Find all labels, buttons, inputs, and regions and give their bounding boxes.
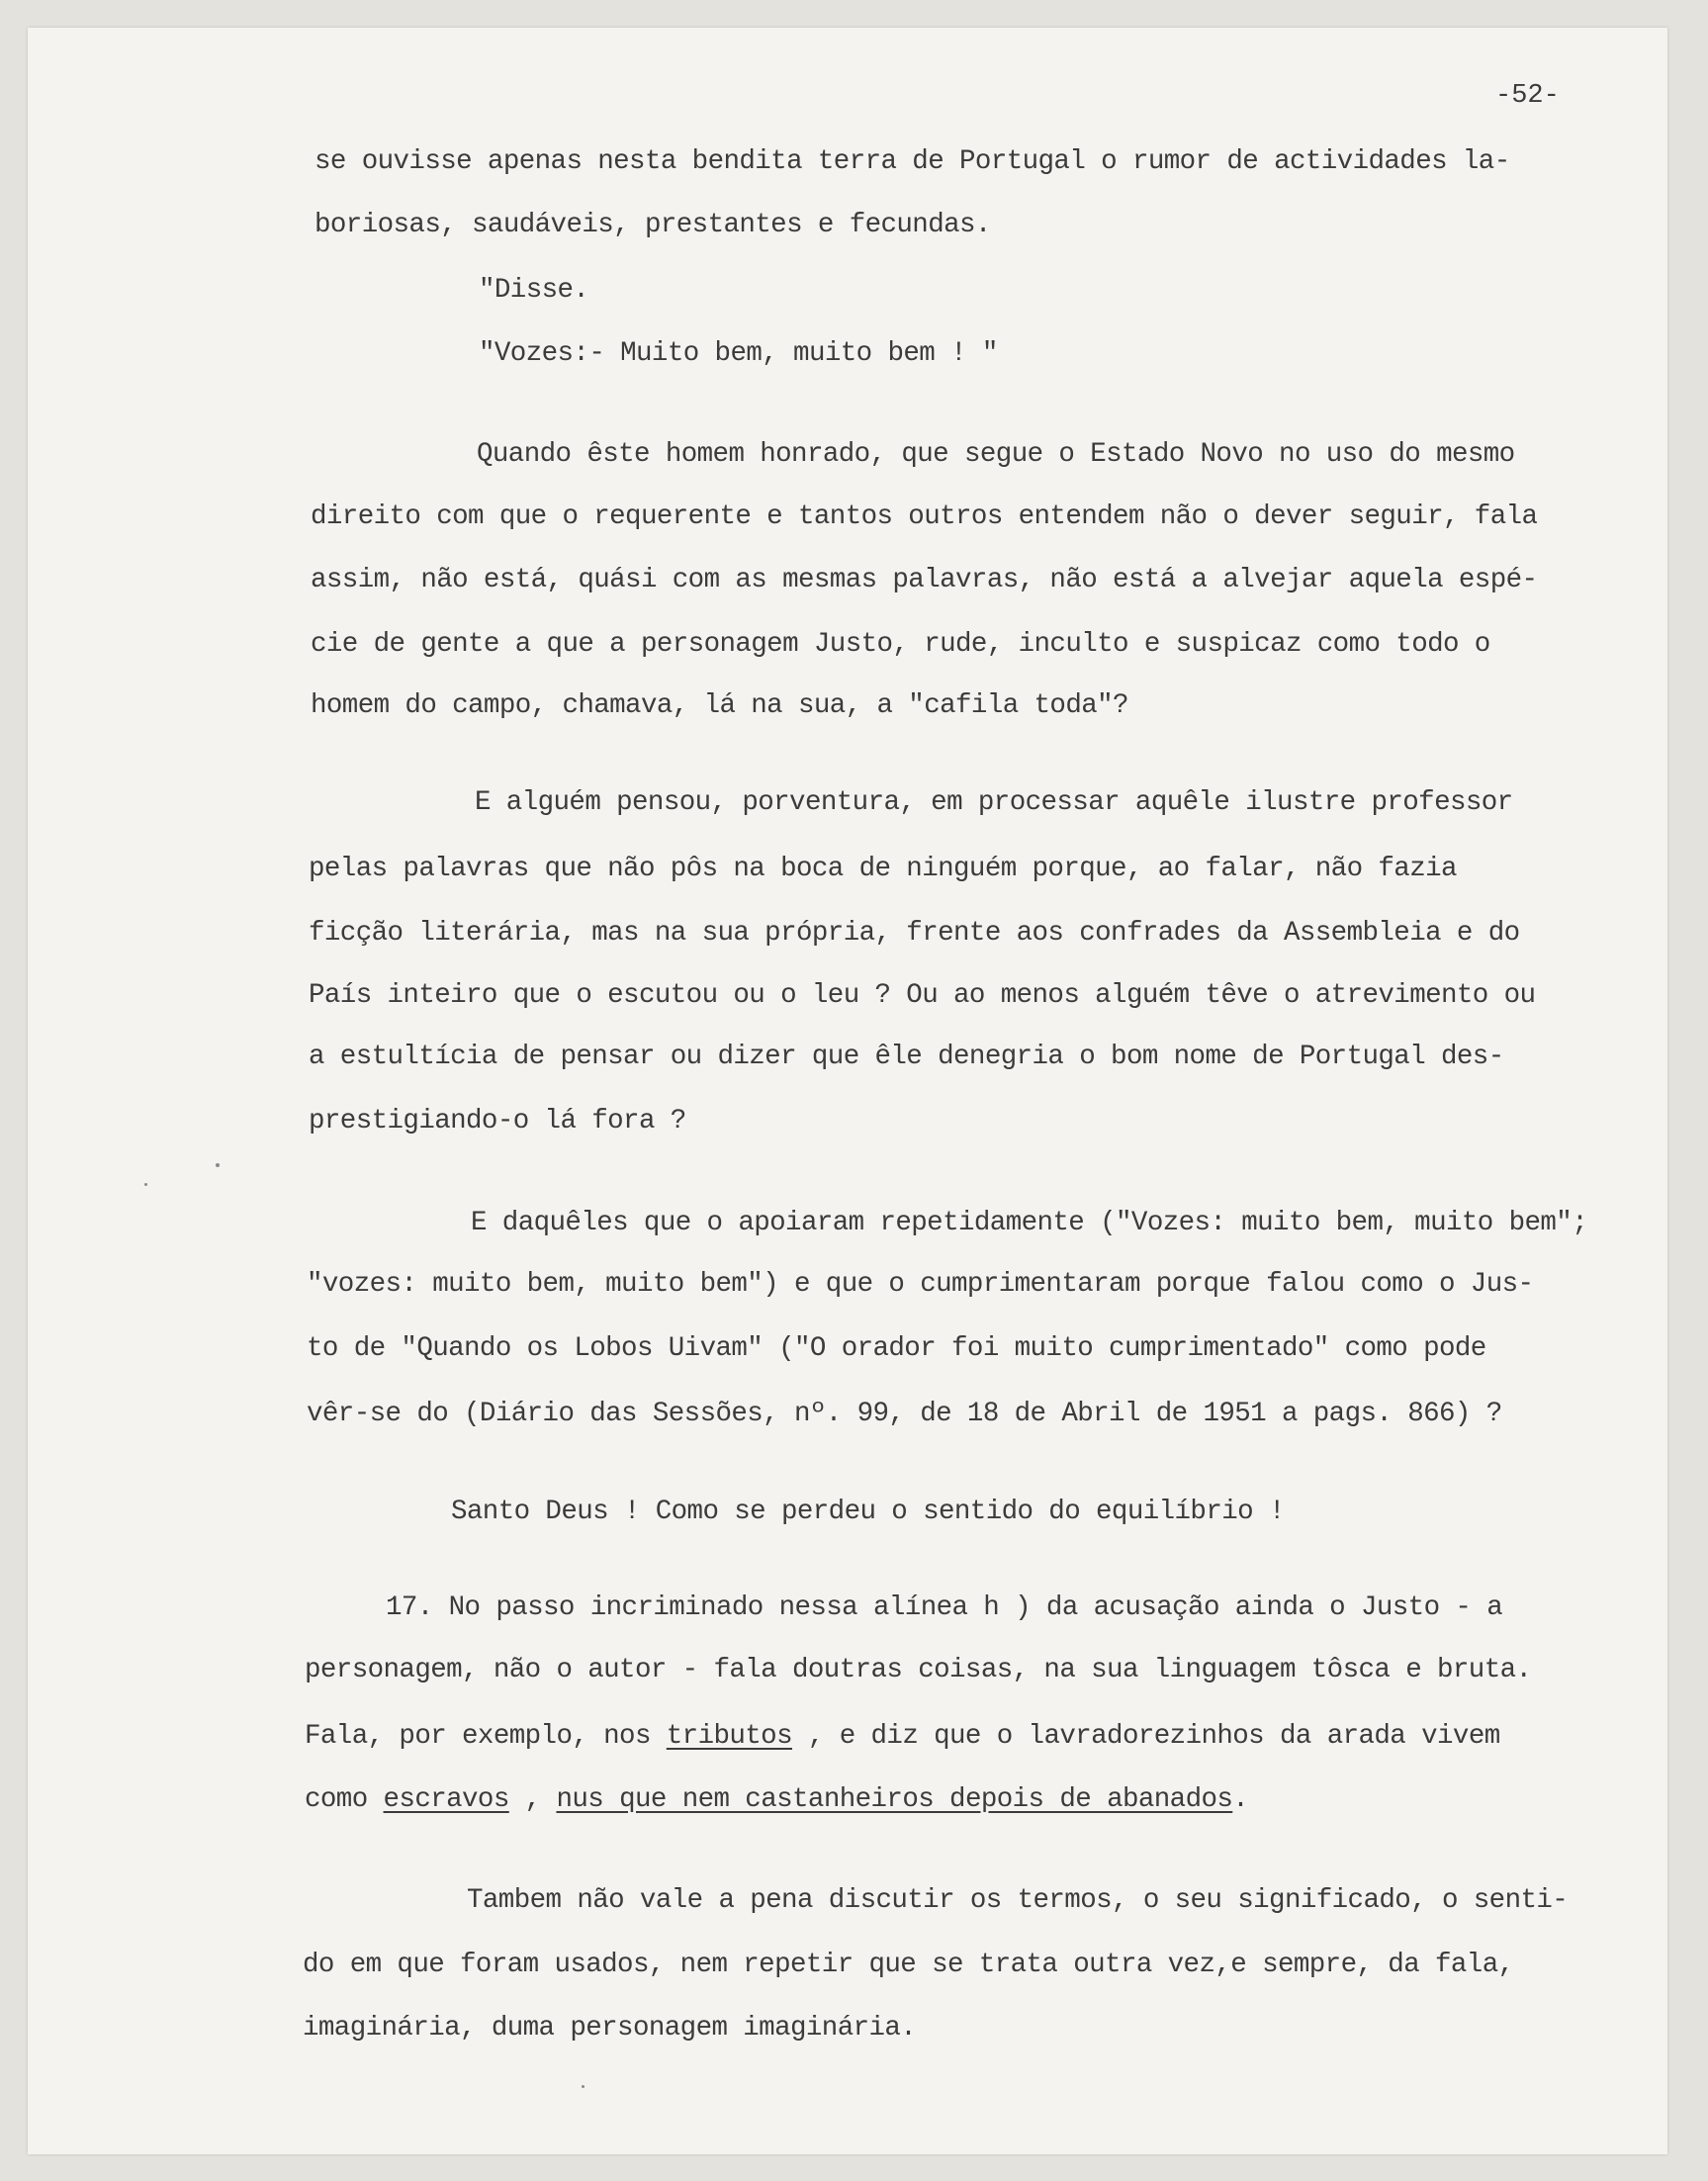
text-line: to de "Quando os Lobos Uivam" ("O orador foi muito cumprimentado" como pode	[307, 1333, 1486, 1364]
text-run: Fala, por exemplo, nos	[305, 1721, 667, 1752]
paper-speck	[144, 1183, 147, 1186]
text-line	[305, 1786, 1248, 1814]
text-line: Santo Deus ! Como se perdeu o sentido do equilíbrio !	[451, 1497, 1285, 1527]
text-line: Quando êste homem honrado, que segue o Estado Novo no uso do mesmo	[477, 439, 1515, 470]
text-line: E daquêles que o apoiaram repetidamente ("Vozes: muito bem, muito bem";	[471, 1208, 1588, 1238]
text-line: "Vozes:- Muito bem, muito bem ! "	[479, 338, 998, 369]
text-line	[305, 1723, 1500, 1751]
text-run: .	[1232, 1784, 1249, 1815]
text-run: ,	[508, 1784, 557, 1815]
text-line: cie de gente a que a personagem Justo, rude, inculto e suspicaz como todo o	[311, 629, 1490, 660]
text-line: boriosas, saudáveis, prestantes e fecundas.	[315, 210, 991, 240]
page-number: -52-	[1495, 81, 1560, 111]
text-run: como	[305, 1784, 384, 1815]
text-line: vêr-se do (Diário das Sessões, nº. 99, de 18 de Abril de 1951 a pags. 866) ?	[307, 1399, 1502, 1429]
text-line: prestigiando-o lá fora ?	[309, 1106, 686, 1136]
underlined-word: escravos	[383, 1784, 509, 1815]
text-line: do em que foram usados, nem repetir que se trata outra vez,e sempre, da fala,	[303, 1950, 1514, 1980]
text-line: personagem, não o autor - fala doutras coisas, na sua linguagem tôsca e bruta.	[305, 1655, 1532, 1685]
text-line: pelas palavras que não pôs na boca de ninguém porque, ao falar, não fazia	[309, 854, 1457, 884]
text-line: "Disse.	[479, 275, 589, 306]
text-line: assim, não está, quási com as mesmas palavras, não está a alvejar aquela espé-	[311, 565, 1538, 595]
underlined-phrase: nus que nem castanheiros depois de abanados	[556, 1784, 1233, 1815]
text-line: homem do campo, chamava, lá na sua, a "cafila toda"?	[311, 690, 1128, 721]
text-line: País inteiro que o escutou ou o leu ? Ou ao menos alguém têve o atrevimento ou	[309, 980, 1536, 1011]
paper-speck	[582, 2085, 584, 2088]
text-line: imaginária, duma personagem imaginária.	[303, 2013, 917, 2044]
text-line: se ouvisse apenas nesta bendita terra de Portugal o rumor de actividades la-	[315, 146, 1510, 177]
text-line: Tambem não vale a pena discutir os termos, o seu significado, o senti-	[467, 1885, 1569, 1916]
text-line: a estultícia de pensar ou dizer que êle denegria o bom nome de Portugal des-	[309, 1042, 1504, 1072]
text-line: direito com que o requerente e tantos outros entendem não o dever seguir, fala	[311, 501, 1538, 532]
text-run: , e diz que o lavradorezinhos da arada vivem	[792, 1721, 1500, 1752]
underlined-word: tributos	[666, 1721, 792, 1752]
text-line: "vozes: muito bem, muito bem") e que o cumprimentaram porque falou como o Jus-	[307, 1269, 1534, 1300]
text-line: E alguém pensou, porventura, em processar aquêle ilustre professor	[475, 787, 1513, 818]
paper-speck	[216, 1163, 220, 1167]
text-line: ficção literária, mas na sua própria, frente aos confrades da Assembleia e do	[309, 918, 1520, 949]
text-line: 17. No passo incriminado nessa alínea h ) da acusação ainda o Justo - a	[386, 1592, 1503, 1623]
